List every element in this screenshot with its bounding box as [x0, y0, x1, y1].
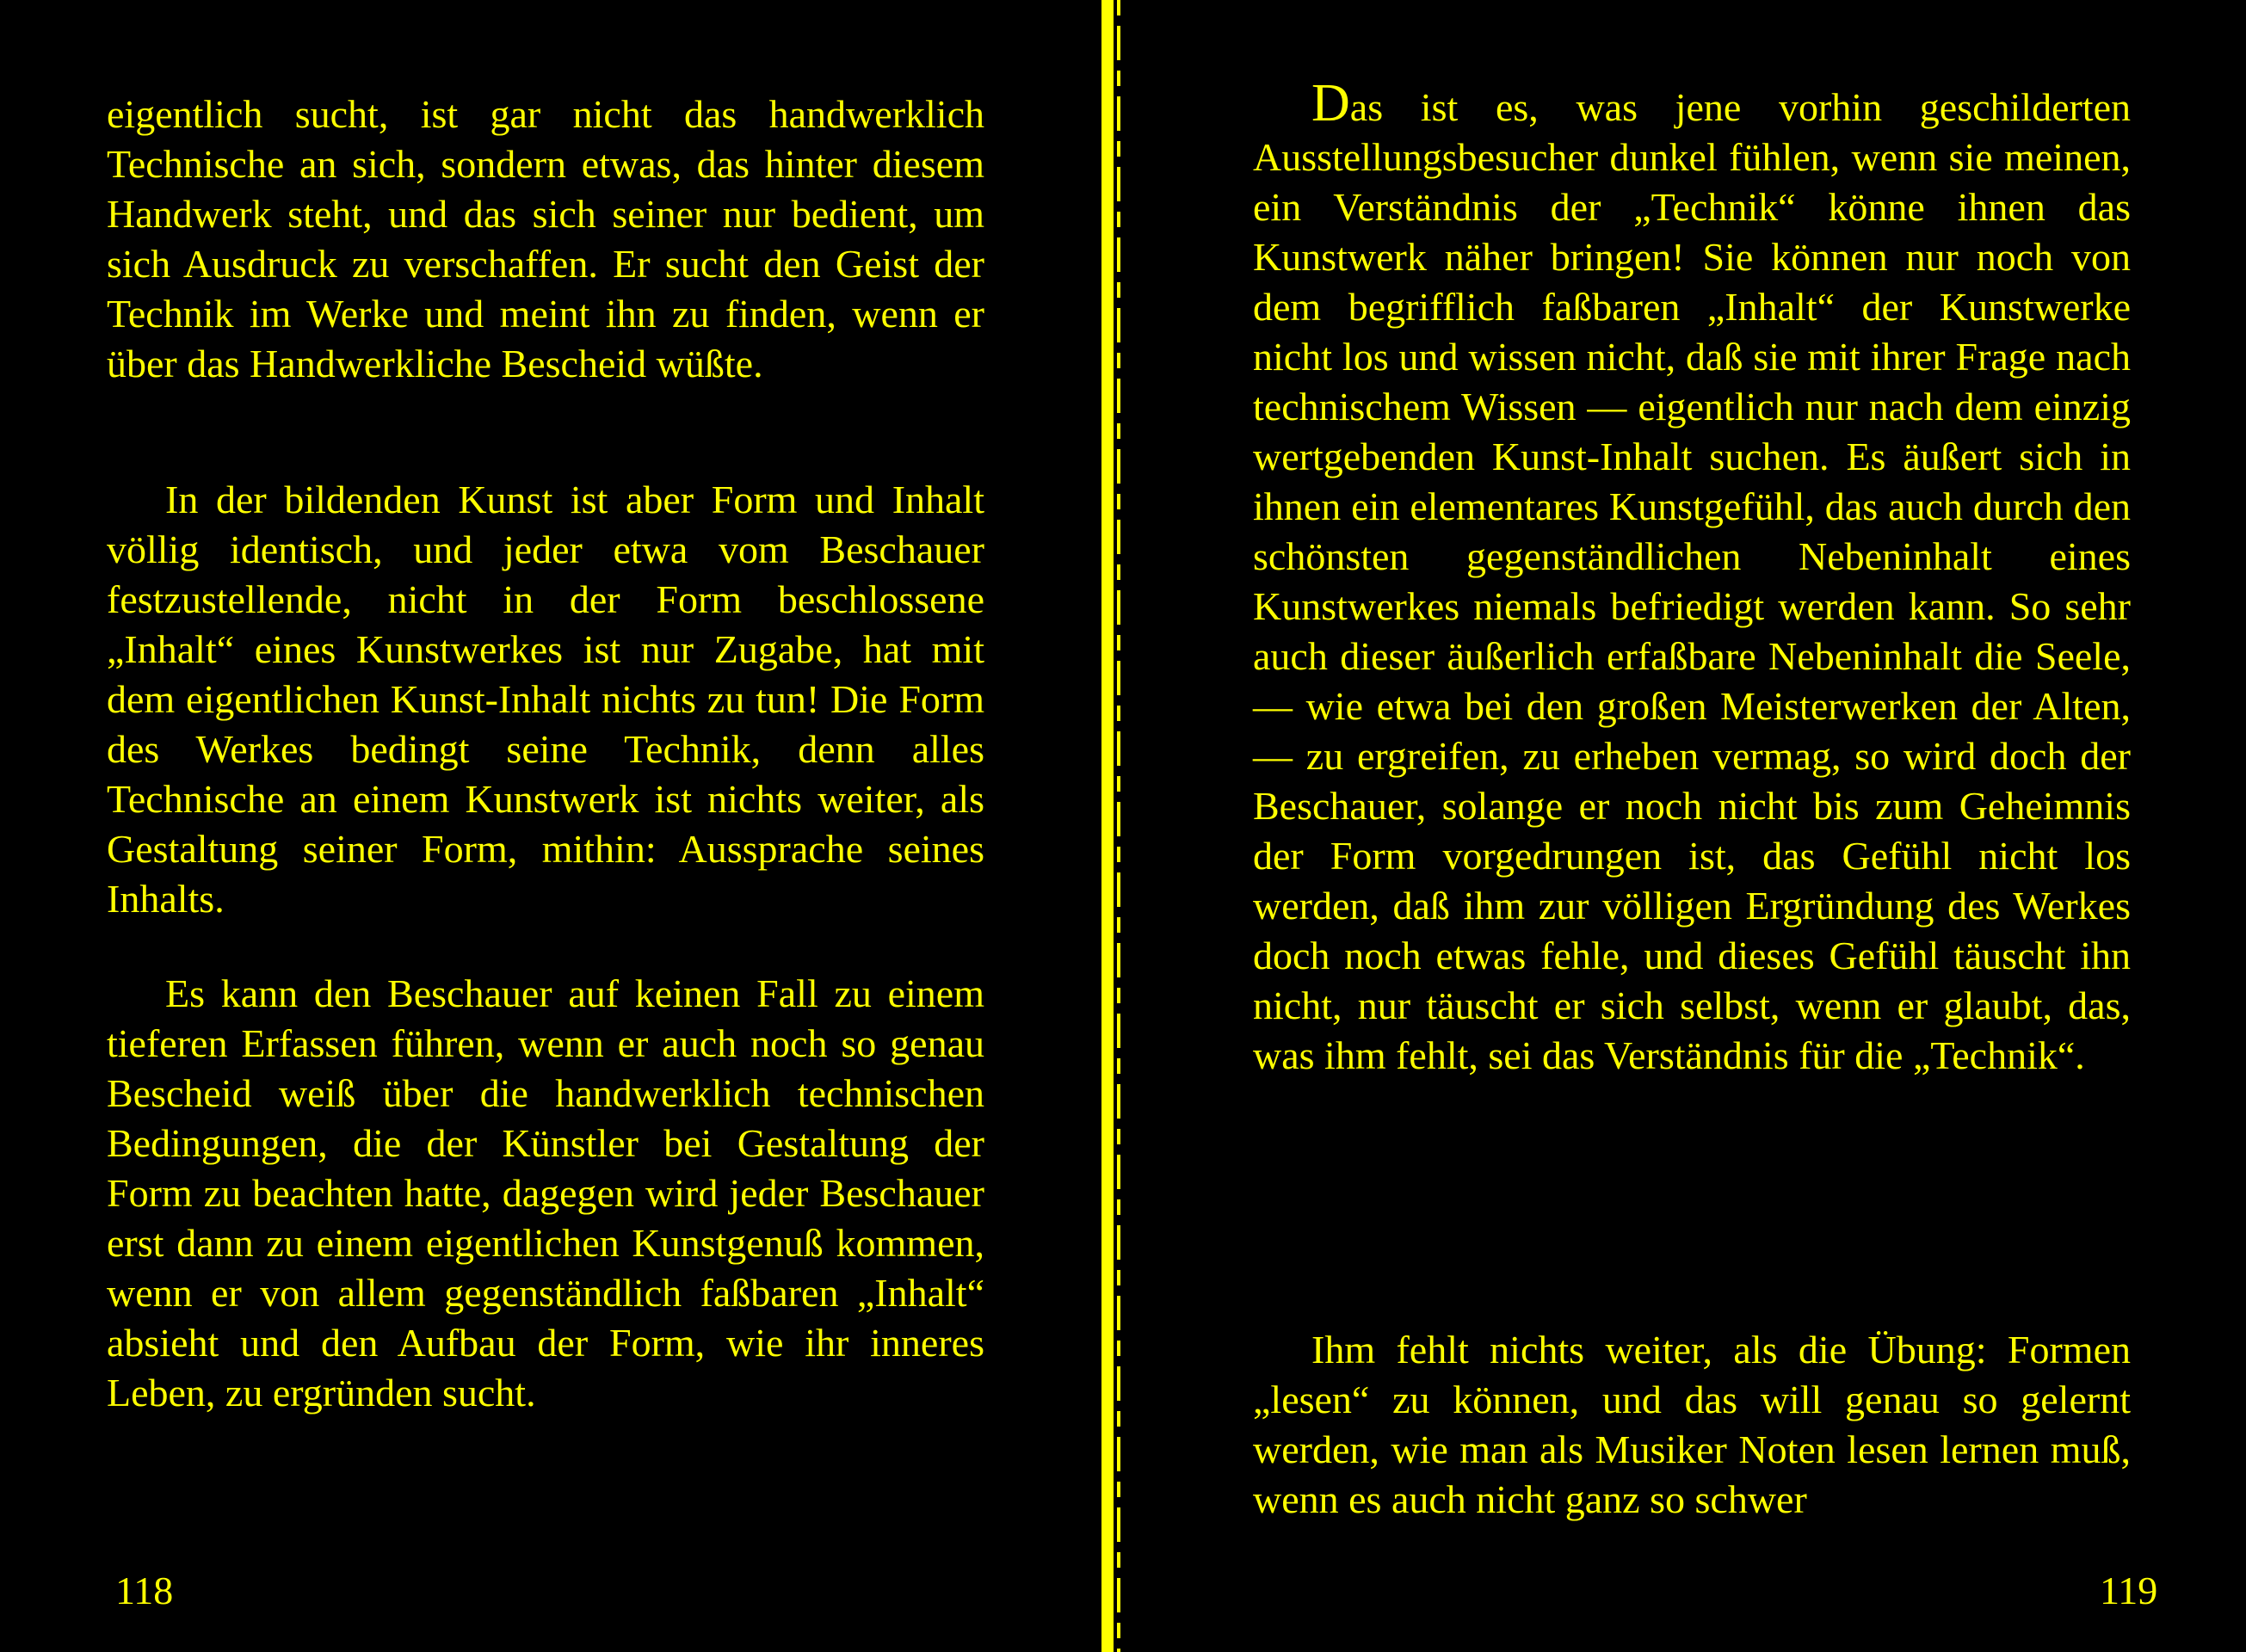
right-paragraph-1	[1253, 74, 2131, 1081]
left-page-number: 118	[115, 1569, 174, 1612]
left-page	[0, 0, 1091, 1652]
left-paragraph-2: In der bildenden Kunst ist aber Form und Inhalt völlig identisch, und jeder etwa vom Beschauer festzustellende, nicht in der Form beschlossene „Inhalt“ eines Kunstwerkes ist nur Zugabe, hat mit dem eigentlichen Kunst-Inhalt nichts zu tun! Die Form des Werkes bedingt seine Technik, denn alles Technische an einem Kunstwerk ist nichts weiter, als Gestaltung seiner Form, mithin: Aussprache seines Inhalts.	[107, 478, 984, 921]
right-paragraph-1-text: as ist es, was jene vorhin geschilderten Ausstellungsbesucher dunkel fühlen, wenn sie meinen, ein Verständnis der „Technik“ könne ihnen das Kunstwerk näher bringen! Sie können nur noch von dem begrifflich faßbaren „Inhalt“ der Kunstwerke nicht los und wissen nicht, daß sie mit ihrer Frage nach technischem Wissen — eigentlich nur nach dem einzig wertgebenden Kunst-Inhalt suchen. Es äußert sich in ihnen ein elementares Kunstgefühl, das auch durch den schönsten gegenständlichen Nebeninhalt eines Kunstwerkes niemals befriedigt werden kann. So sehr auch dieser äußerlich erfaßbare Nebeninhalt die Seele, — wie etwa bei den großen Meisterwerken der Alten, — zu ergreifen, zu erheben vermag, so wird doch der Beschauer, solange er noch nicht bis zum Geheimnis der Form vorgedrungen ist, das Gefühl nicht los werden, daß ihm zur völligen Ergründung des Werkes doch noch etwas fehle, und dieses Gefühl täuscht ihn nicht, nur täuscht er sich selbst, wenn er glaubt, das, was ihm fehlt, sei das Verständnis für die „Technik“.	[1253, 85, 2131, 1077]
right-paragraph-2: Ihm fehlt nichts weiter, als die Übung: Formen „lesen“ zu können, und das will genau so gelernt werden, wie man als Musiker Noten lesen lernen muß, wenn es auch nicht ganz so schwer	[1253, 1328, 2131, 1521]
initial-letter: D	[1311, 74, 1350, 133]
gutter-highlight-bar	[1101, 0, 1114, 1652]
left-paragraph-3: Es kann den Beschauer auf keinen Fall zu einem tieferen Erfassen führen, wenn er auch noch so genau Bescheid weiß über die handwerklich technischen Bedingungen, die der Künstler bei Gestaltung der Form zu beachten hatte, dagegen wird jeder Beschauer erst dann zu einem eigentlichen Kunstgenuß kommen, wenn er von allem gegenständlich faßbaren „Inhalt“ absieht und den Aufbau der Form, wie ihr inneres Leben, zu ergründen sucht.	[107, 971, 984, 1415]
book-gutter	[1091, 0, 1138, 1652]
right-page-number: 119	[2100, 1569, 2158, 1612]
gutter-page-edge	[1117, 0, 1120, 1652]
right-page	[1138, 0, 2246, 1652]
left-paragraph-1: eigentlich sucht, ist gar nicht das handwerklich Technische an sich, sondern etwas, das hinter diesem Handwerk steht, und das sich seiner nur bedient, um sich Ausdruck zu verschaffen. Er sucht den Geist der Technik im Werke und meint ihn zu finden, wenn er über das Handwerkliche Bescheid wüßte.	[107, 92, 984, 385]
